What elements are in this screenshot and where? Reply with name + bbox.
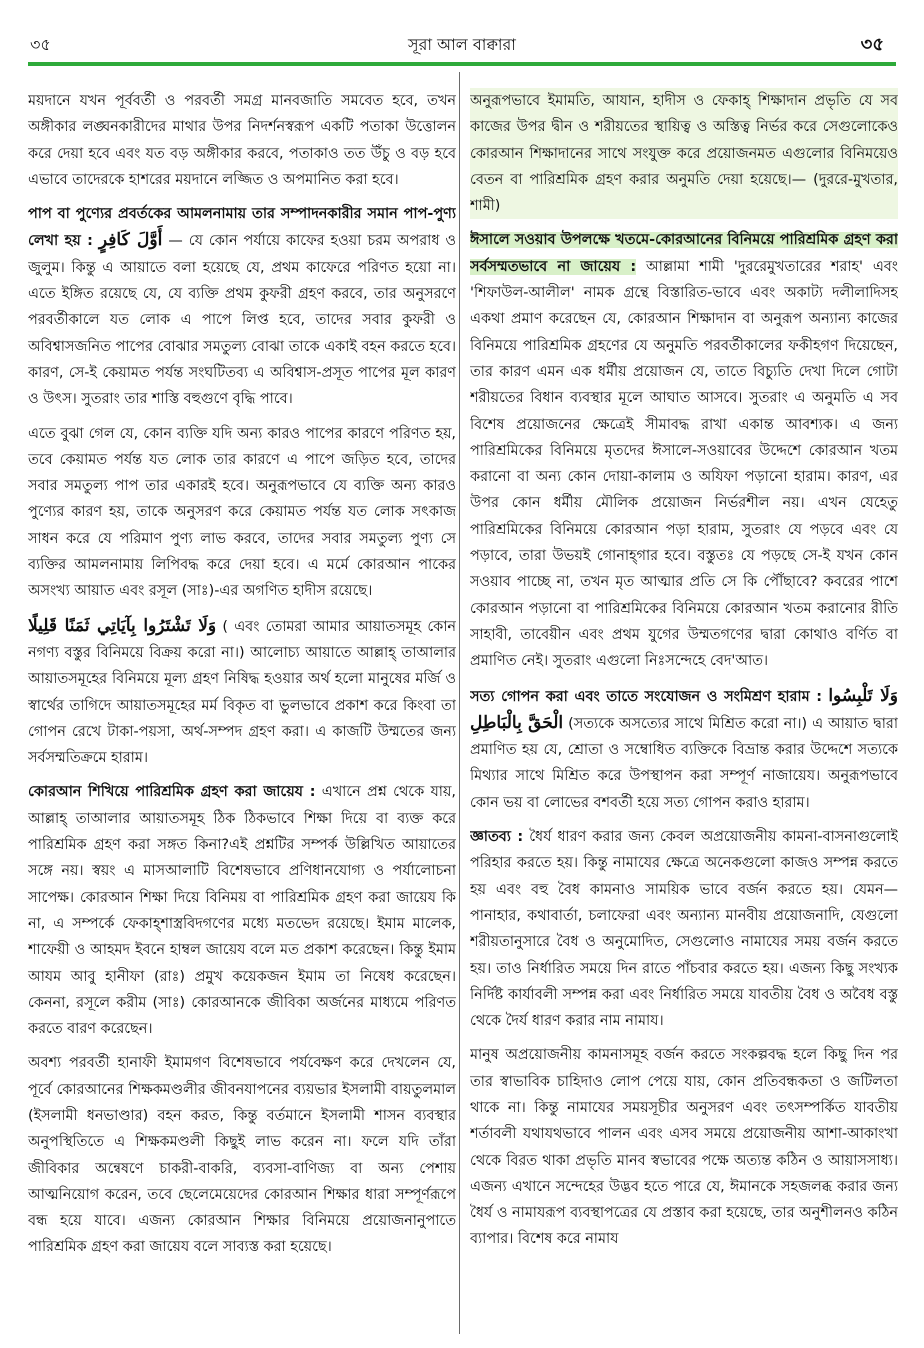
paragraph: এতে বুঝা গেল যে, কোন ব্যক্তি যদি অন্য কারও পাপের কারণে পরিণত হয়, তবে কেয়ামত পর্যন্ত যত লোক তার কারণে এ পাপে জড়িত হবে, তাদের সবার সমতুল্য পাপ তার একারই হবে। অনুরূপভাবে যে ব্যক্তি অন্য কারও পুণ্যের কারণ হয়, তাকে অনুসরণ করে কেয়ামত পর্যন্ত যত লোক সৎকাজ সাধন করে যে পরিমাণ পুণ্য লাভ করবে, তাদের সবার সমতুল্য পুণ্য সে ব্যক্তির আমলনামায় লিপিবদ্ধ করে দেয়া হবে। এ মর্মে কোরআন পাকের অসংখ্য আয়াত এবং রসূল (সাঃ)-এর অগণিত হাদীস রয়েছে।	[28, 425, 456, 600]
arabic-verse: وَلَا تَلْبِسُوا الْحَقَّ بِالْبَاطِلِ	[470, 685, 898, 733]
column-divider	[459, 72, 460, 1334]
arabic-verse: وَلَا تَشْتَرُوا بِآيَاتِي ثَمَنًا قَلِيلًا	[28, 615, 217, 636]
header-rule	[28, 62, 896, 66]
paragraph-text: ( এবং তোমরা আমার আয়াতসমূহ কোন নগণ্য বস্তুর বিনিময়ে বিক্রয় করো না।) আলোচ্য আয়াতে আল্লাহ্ তাআলার আয়াতসমূহের বিনিময়ে মূল্য গ্রহণ নিষিদ্ধ হওয়ার অর্থ হলো মানুষের মর্জি ও স্বার্থের তাগিদে আয়াতসমূহের মর্ম বিকৃত বা ভুলভাবে প্রকাশ করে কিংবা তা গোপন রেখে টাকা-পয়সা, অর্থ-সম্পদ গ্রহণ করা। এ কাজটি উম্মতের জন্য সর্বসম্মতিক্রমে হারাম।	[28, 618, 456, 767]
left-column	[28, 88, 456, 1333]
paragraph	[28, 779, 456, 1042]
page-number-left: ৩৫	[30, 35, 51, 54]
paragraph: অবশ্য পরবর্তী হানাফী ইমামগণ বিশেষভাবে পর্যবেক্ষণ করে দেখলেন যে, পূর্বে কোরআনের শিক্ষকমণ্ডলীর জীবনযাপনের ব্যয়ভার ইসলামী বায়তুলমাল (ইসলামী ধনভাণ্ডার) বহন করত, কিন্তু বর্তমানে ইসলামী শাসন ব্যবস্থার অনুপস্থিতিতে এ শিক্ষকমণ্ডলী কিছুই লাভ করেন না। ফলে যদি তাঁরা জীবিকার অন্বেষণে চাকরী-বাকরি, ব্যবসা-বাণিজ্য বা অন্য পেশায় আত্মনিয়োগ করেন, তবে ছেলেমেয়েদের কোরআন শিক্ষার ধারা সম্পূর্ণরূপে বন্ধ হয়ে যাবে। এজন্য কোরআন শিক্ষার বিনিময়ে প্রয়োজনানুপাতে পারিশ্রমিক গ্রহণ করা জায়েয বলে সাব্যস্ত করা হয়েছে।	[28, 1055, 456, 1256]
paragraph	[470, 227, 898, 674]
section-heading: সত্য গোপন করা এবং তাতে সংযোজন ও সংমিশ্রণ হারাম :	[470, 688, 823, 705]
page-header	[0, 26, 924, 56]
paragraph: অনুরূপভাবে ইমামতি, আযান, হাদীস ও ফেকাহ্ শিক্ষাদান প্রভৃতি যে সব কাজের উপর দ্বীন ও শরীয়তের স্থায়িত্ব ও অস্তিত্ব নির্ভর করে সেগুলোকেও কোরআন শিক্ষাদানের সাথে সংযুক্ত করে প্রয়োজনমত এগুলোর বিনিময়েও বেতন বা পারিশ্রমিক গ্রহণ করার অনুমতি দেয়া হয়েছে।— (দুররে-মুখতার, শামী)	[470, 88, 898, 219]
page-number-right: ৩৫	[860, 34, 884, 55]
section-heading: কোরআন শিখিয়ে পারিশ্রমিক গ্রহণ করা জায়েয :	[28, 784, 316, 801]
surah-title: সূরা আল বাক্বারা	[408, 35, 516, 54]
paragraph	[28, 201, 456, 412]
paragraph	[470, 683, 898, 816]
paragraph-text: — যে কোন পর্যায়ে কাফের হওয়া চরম অপরাধ ও জুলুম। কিন্তু এ আয়াতে বলা হয়েছে যে, প্রথম কাফেরে পরিণত হয়ো না। এতে ইঙ্গিত রয়েছে যে, যে ব্যক্তি প্রথম কুফরী গ্রহণ করবে, তার অনুসরণে পরবর্তীকালে যত লোক এ পাপে লিপ্ত হবে, তাদের সবার কুফরী ও অবিশ্বাসজনিত পাপের বোঝার সমতুল্য বোঝা তাকে একাই বহন করতে হবে। কারণ, সে-ই কেয়ামত পর্যন্ত সংঘটিতব্য এ অবিশ্বাস-প্রসূত পাপের মূল কারণ ও উৎস। সুতরাং তার শাস্তি বহুগুণে বৃদ্ধি পাবে।	[28, 233, 456, 408]
paragraph: ময়দানে যখন পূর্ববর্তী ও পরবর্তী সমগ্র মানবজাতি সমবেত হবে, তখন অঙ্গীকার লঙ্ঘনকারীদের মাথার উপর নিদর্শনস্বরূপ একটি পতাকা উত্তোলন করে দেয়া হবে এবং যত বড় অঙ্গীকার করবে, পতাকাও তত উঁচু ও বড় হবে এভাবে তাদেরকে হাশরের ময়দানে লজ্জিত ও অপমানিত করা হবে।	[28, 93, 456, 188]
right-column	[470, 88, 898, 1333]
paragraph-text: ধৈর্য ধারণ করার জন্য কেবল অপ্রয়োজনীয় কামনা-বাসনাগুলোই পরিহার করতে হয়। কিন্তু নামাযের ক্ষেত্রে অনেকগুলো কাজও সম্পন্ন করতে হয় এবং বহু বৈধ কামনাও সাময়িক ভাবে বর্জন করতে হয়। যেমন— পানাহার, কথাবার্তা, চলাফেরা এবং অন্যান্য মানবীয় প্রয়োজনাদি, যেগুলো শরীয়তানুসারে বৈধ ও অনুমোদিত, সেগুলোও নামাযের সময় বর্জন করতে হয়। তাও নির্ধারিত সময়ে দিন রাতে পাঁচবার করতে হয়। এজন্য কিছু সংখ্যক নির্দিষ্ট কার্যাবলী সম্পন্ন করা এবং নির্ধারিত সময়ে যাবতীয় বৈধ ও অবৈধ বস্তু থেকে দৈর্য ধারণ করার নাম নামায।	[470, 829, 898, 1030]
paragraph	[28, 613, 456, 772]
paragraph-text: (সত্যকে অসত্যের সাথে মিশ্রিত করো না।) এ আয়াত দ্বারা প্রমাণিত হয় যে, শ্রোতা ও সম্বোধিত ব্যক্তিকে বিভ্রান্ত করার উদ্দেশে সত্যকে মিথ্যার সাথে মিশ্রিত করে উপস্থাপন করা সম্পূর্ণ নাজায়েয। অনুরূপভাবে কোন ভয় বা লোভের বশবর্তী হয়ে সত্য গোপন করাও হারাম।	[470, 715, 898, 811]
section-heading: পাপ বা পুণ্যের প্রবর্তকের আমলনামায় তার সম্পাদনকারীর সমান পাপ-পুণ্য লেখা হয় :	[28, 206, 456, 250]
paragraph-text: আল্লামা শামী 'দুররেমুখতারের শরাহ' এবং 'শিফাউল-আলীল' নামক গ্রন্থে বিস্তারিত-ভাবে এবং অকাট্য দলীলাদিসহ একথা প্রমাণ করেছেন যে, কোরআন শিক্ষাদান বা অনুরূপ অন্যান্য কাজের বিনিময়ে পারিশ্রমিক গ্রহণের যে অনুমতি পরবর্তীকালের ফকীহগণ দিয়েছেন, তার কারণ এমন এক ধর্মীয় প্রয়োজন যে, তাতে বিচ্যুতি দেখা দিলে গোটা শরীয়তের বিধান ব্যবস্থার মূলে আঘাত আসবে। সুতরাং এ অনুমতি এ সব বিশেষ প্রয়োজনের ক্ষেত্রেই সীমাবদ্ধ রাখা একান্ত আবশ্যক। এ জন্য পারিশ্রমিকের বিনিময়ে মৃতদের ঈসালে-সওয়াবের উদ্দেশে কোরআন খতম করানো বা অন্য কোন দোয়া-কালাম ও অযিফা পড়ানো হারাম। কারণ, এর উপর কোন ধর্মীয় মৌলিক প্রয়োজন নির্ভরশীল নয়। এখন যেহেতু পারিশ্রমিকের বিনিময়ে কোরআন পড়া হারাম, সুতরাং যে পড়বে এবং যে পড়াবে, তারা উভয়ই গোনাহ্গার হবে। বস্তুতঃ যে পড়ছে সে-ই যখন কোন সওয়াব পাচ্ছে না, তখন মৃত আত্মার প্রতি সে কি পৌঁছাবে? কবরের পাশে কোরআন পড়ানো বা পারিশ্রমিকের বিনিময়ে কোরআন খতম করানোর রীতি সাহাবী, তাবেয়ীন এবং প্রথম যুগের উম্মতগণের দ্বারা কোথাও বর্ণিত বা প্রমাণিত নেই। সুতরাং এগুলো নিঃসন্দেহে বেদ'আত।	[470, 258, 898, 670]
paragraph	[470, 824, 898, 1034]
paragraph-text: এখানে প্রশ্ন থেকে যায়, আল্লাহ্ তাআলার আয়াতসমূহ ঠিক ঠিকভাবে শিক্ষা দিয়ে বা ব্যক্ত করে পারিশ্রমিক গ্রহণ করা সঙ্গত কিনা?এই প্রশ্নটির সম্পর্ক উল্লিখিত আয়াতের সঙ্গে নয়। স্বয়ং এ মাসআলাটি বিশেষভাবে প্রণিধানযোগ্য ও পর্যালোচনা সাপেক্ষ। কোরআন শিক্ষা দিয়ে বিনিময় বা পারিশ্রমিক গ্রহণ করা জায়েয কি না, এ সম্পর্কে ফেকাহ্শাস্ত্রবিদগণের মধ্যে মতভেদ রয়েছে। ইমাম মালেক, শাফেয়ী ও আহমদ ইবনে হাম্বল জায়েয বলে মত প্রকাশ করেছেন। কিন্তু ইমাম আযম আবু হানীফা (রাঃ) প্রমুখ কয়েকজন ইমাম তা নিষেধ করেছেন। কেননা, রসূলে করীম (সাঃ) কোরআনকে জীবিকা অর্জনের মাধ্যমে পরিণত করতে বারণ করেছেন।	[28, 784, 456, 1038]
section-heading: জ্ঞাতব্য :	[470, 829, 524, 846]
paragraph: মানুষ অপ্রয়োজনীয় কামনাসমূহ বর্জন করতে সংকল্পবদ্ধ হলে কিছু দিন পর তার স্বাভাবিক চাহিদাও লোপ পেয়ে যায়, কোন প্রতিবন্ধকতা ও জটিলতা থাকে না। কিন্তু নামাযের সময়সূচীর অনুসরণ এবং তৎসম্পর্কিত যাবতীয় শর্তাবলী যথাযথভাবে পালন এবং এসব সময়ে প্রয়োজনীয় আশা-আকাংখা থেকে বিরত থাকা প্রভৃতি মানব স্বভাবের পক্ষে অত্যন্ত কঠিন ও আয়াসসাধ্য। এজন্য এখানে সন্দেহের উদ্ভব হতে পারে যে, ঈমানকে সহজলব্ধ করার জন্য ধৈর্য ও নামাযরূপ ব্যবস্থাপত্রের যে প্রস্তাব করা হয়েছে, তার অনুশীলনও কঠিন ব্যাপার। বিশেষ করে নামায	[470, 1047, 898, 1248]
section-heading: ঈসালে সওয়াব উপলক্ষে খতমে-কোরআনের বিনিময়ে পারিশ্রমিক গ্রহণ করা সর্বসম্মতভাবে না জায়েয :	[470, 232, 898, 275]
arabic-verse: أَوَّلَ كَافِرٍ	[98, 230, 163, 251]
